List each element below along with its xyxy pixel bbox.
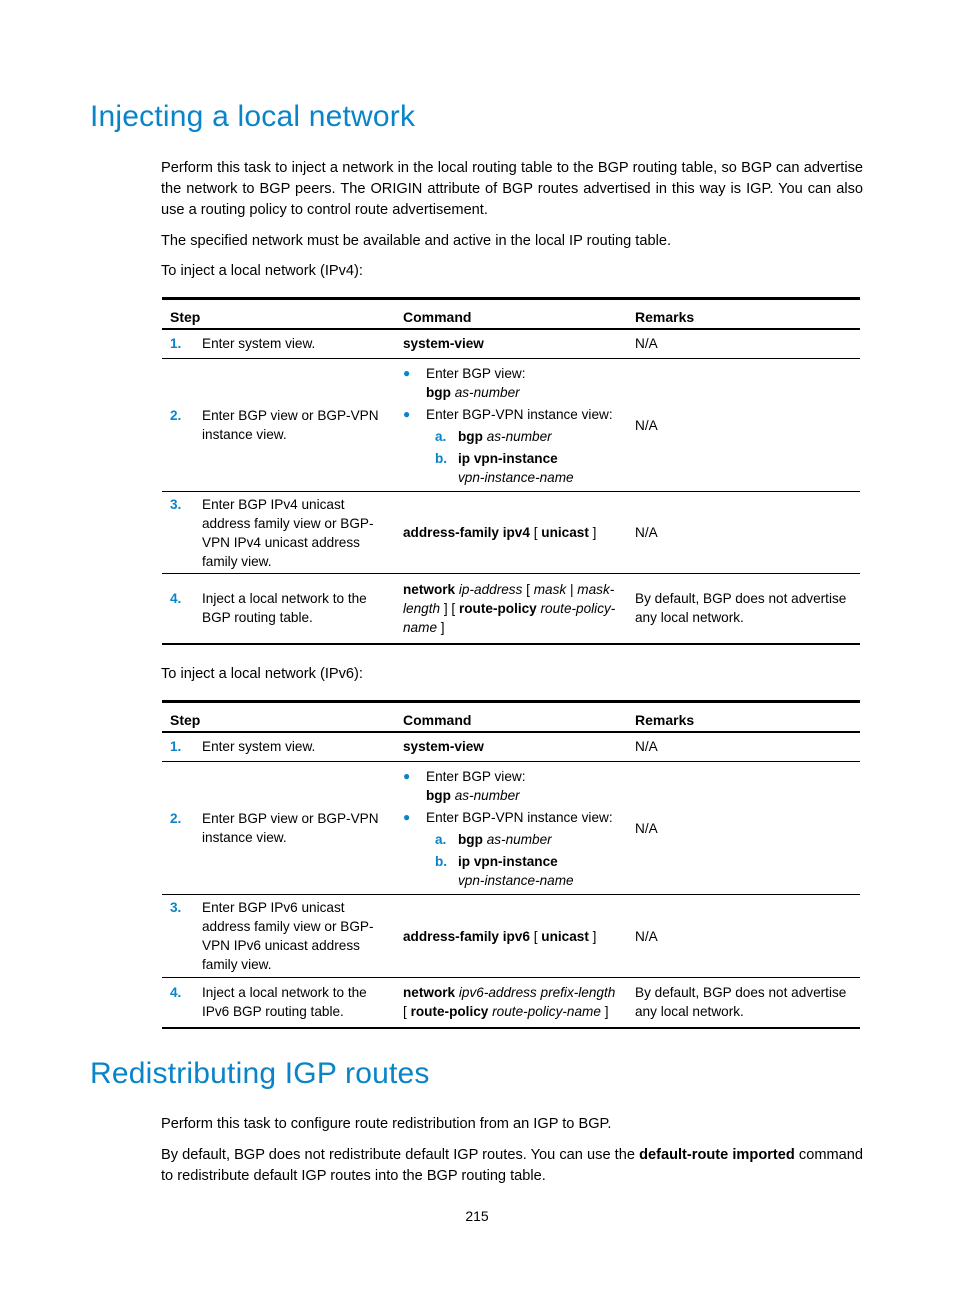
table-row [162,359,860,492]
step-cell [162,978,395,1028]
command-cell [395,732,627,762]
command-keyword: route-policy [458,600,537,616]
bullet-label: Enter BGP-VPN instance view: [426,809,613,825]
command-keyword: ip vpn-instance [458,853,558,869]
bracket-open: [ [451,600,459,616]
step-number: 4. [170,591,182,607]
bracket-close: ] [588,928,597,944]
bracket-open: [ [526,581,534,597]
table-header-row [162,702,860,732]
bracket-open: [ [533,525,542,540]
separator: | [566,581,578,597]
bracket-close: ] [600,1004,609,1020]
header-command: Command [403,308,472,325]
command-argument: route-policy-name [403,600,616,635]
step-cell [162,329,395,359]
command-argument: mask-length [403,581,615,616]
command-keyword: unicast [541,525,589,540]
remarks-cell: N/A [635,336,658,352]
table-header-row [162,299,860,329]
command-cell [395,359,627,492]
command-argument: as-number [454,787,520,803]
bullet-icon: ● [403,768,411,783]
list-letter: a. [435,831,447,847]
command-argument: route-policy-name [492,1004,601,1020]
command-cell [395,492,627,574]
command-argument: as-number [454,384,520,400]
command-argument: vpn-instance-name [458,872,574,888]
bracket-open: [ [533,928,542,944]
header-remarks: Remarks [635,308,695,325]
bullet-label: Enter BGP view: [426,768,526,784]
bullet-label: Enter BGP view: [426,365,526,381]
step-cell [162,359,395,492]
header-step: Step [170,711,201,728]
ipv6-config-table [162,700,860,1029]
command-keyword: default-route imported [639,1147,795,1163]
paragraph-text: command to redistribute default IGP routes into the BGP routing table. [161,1147,864,1184]
step-cell [162,492,395,574]
header-remarks: Remarks [635,711,695,728]
ipv4-intro: To inject a local network (IPv4): [161,263,363,279]
command-keyword: network [403,985,456,1001]
list-letter: b. [435,853,448,869]
bullet-icon: ● [403,365,411,380]
bracket-close: ] [440,600,448,616]
command-cell [395,978,627,1028]
command-cell [395,329,627,359]
list-letter: a. [435,428,447,444]
header-command: Command [403,711,472,728]
command-keyword: bgp [426,787,451,803]
paragraph-intro: Perform this task to inject a network in the local routing table to the BGP routing table, so BGP can advertise the network to BGP peers. The ORIGIN attribute of BGP routes advertised in this way is IGP. You can also use a routing policy to control route advertisement. [161,160,863,218]
section-title-injecting: Injecting a local network [90,100,416,133]
remarks-cell: By default, BGP does not advertise any local network. [635,985,847,1020]
step-description: Inject a local network to the BGP routing table. [202,591,367,626]
step-number: 4. [170,985,182,1001]
paragraph-text: By default, BGP does not redistribute default IGP routes. You can use the [161,1147,640,1163]
bracket-open: [ [403,1004,411,1020]
bracket-close: ] [437,619,445,635]
paragraph-default-route [161,1145,863,1187]
table-row [162,329,860,359]
command-argument: as-number [486,428,552,444]
bullet-label: Enter BGP-VPN instance view: [426,406,613,422]
section-title-redistributing: Redistributing IGP routes [90,1057,430,1090]
command-argument: vpn-instance-name [458,469,574,485]
step-cell [162,574,395,644]
command-keyword: unicast [541,928,589,944]
step-number: 3. [170,496,182,512]
table-row [162,978,860,1028]
command-keyword: system-view [403,336,484,352]
paragraph-network-requirement: The specified network must be available and active in the local IP routing table. [161,233,671,249]
command-keyword: bgp [458,831,483,847]
command-keyword: ip vpn-instance [458,450,558,466]
table-row [162,762,860,895]
step-description: Enter BGP view or BGP-VPN instance view. [202,811,379,845]
remarks-cell: N/A [635,417,658,433]
command-argument: ip-address [458,581,523,597]
step-cell [162,895,395,978]
command-cell [395,895,627,978]
bullet-icon: ● [403,406,411,421]
command-keyword: bgp [458,428,483,444]
step-cell [162,732,395,762]
step-number: 1. [170,336,182,352]
command-keyword: network [403,581,456,597]
step-description: Inject a local network to the IPv6 BGP routing table. [202,985,367,1020]
step-number: 3. [170,900,182,915]
table-row [162,895,860,978]
step-description: Enter system view. [202,739,316,755]
command-keyword: address-family ipv6 [403,928,530,944]
remarks-cell: By default, BGP does not advertise any local network. [635,591,847,626]
header-step: Step [170,308,201,325]
remarks-cell: N/A [635,525,658,540]
command-keyword: address-family ipv4 [403,525,530,540]
step-number: 2. [170,811,182,826]
table-row [162,492,860,574]
step-number: 2. [170,408,182,423]
bracket-close: ] [588,525,597,540]
command-argument: ipv6-address prefix-length [458,985,616,1001]
command-argument: mask [533,581,567,597]
paragraph-redistribution: Perform this task to configure route redistribution from an IGP to BGP. [161,1116,612,1132]
ipv6-intro: To inject a local network (IPv6): [161,666,363,682]
remarks-cell: N/A [635,928,658,944]
step-number: 1. [170,739,182,755]
step-description: Enter BGP view or BGP-VPN instance view. [202,408,379,442]
command-keyword: system-view [403,739,484,755]
step-description: Enter BGP IPv4 unicast address family view or BGP-VPN IPv4 unicast address family view. [202,496,374,569]
list-letter: b. [435,450,448,466]
command-cell [395,762,627,895]
table-row [162,574,860,644]
command-keyword: bgp [426,384,451,400]
command-cell [395,574,627,644]
page-number: 215 [465,1208,489,1224]
step-description: Enter system view. [202,336,316,352]
step-cell [162,762,395,895]
table-row [162,732,860,762]
step-description: Enter BGP IPv6 unicast address family view or BGP-VPN IPv6 unicast address family view. [202,900,374,972]
command-argument: as-number [486,831,552,847]
command-keyword: route-policy [410,1004,489,1020]
ipv4-config-table [162,297,860,645]
bullet-icon: ● [403,809,411,824]
remarks-cell: N/A [635,739,658,755]
remarks-cell: N/A [635,820,658,836]
